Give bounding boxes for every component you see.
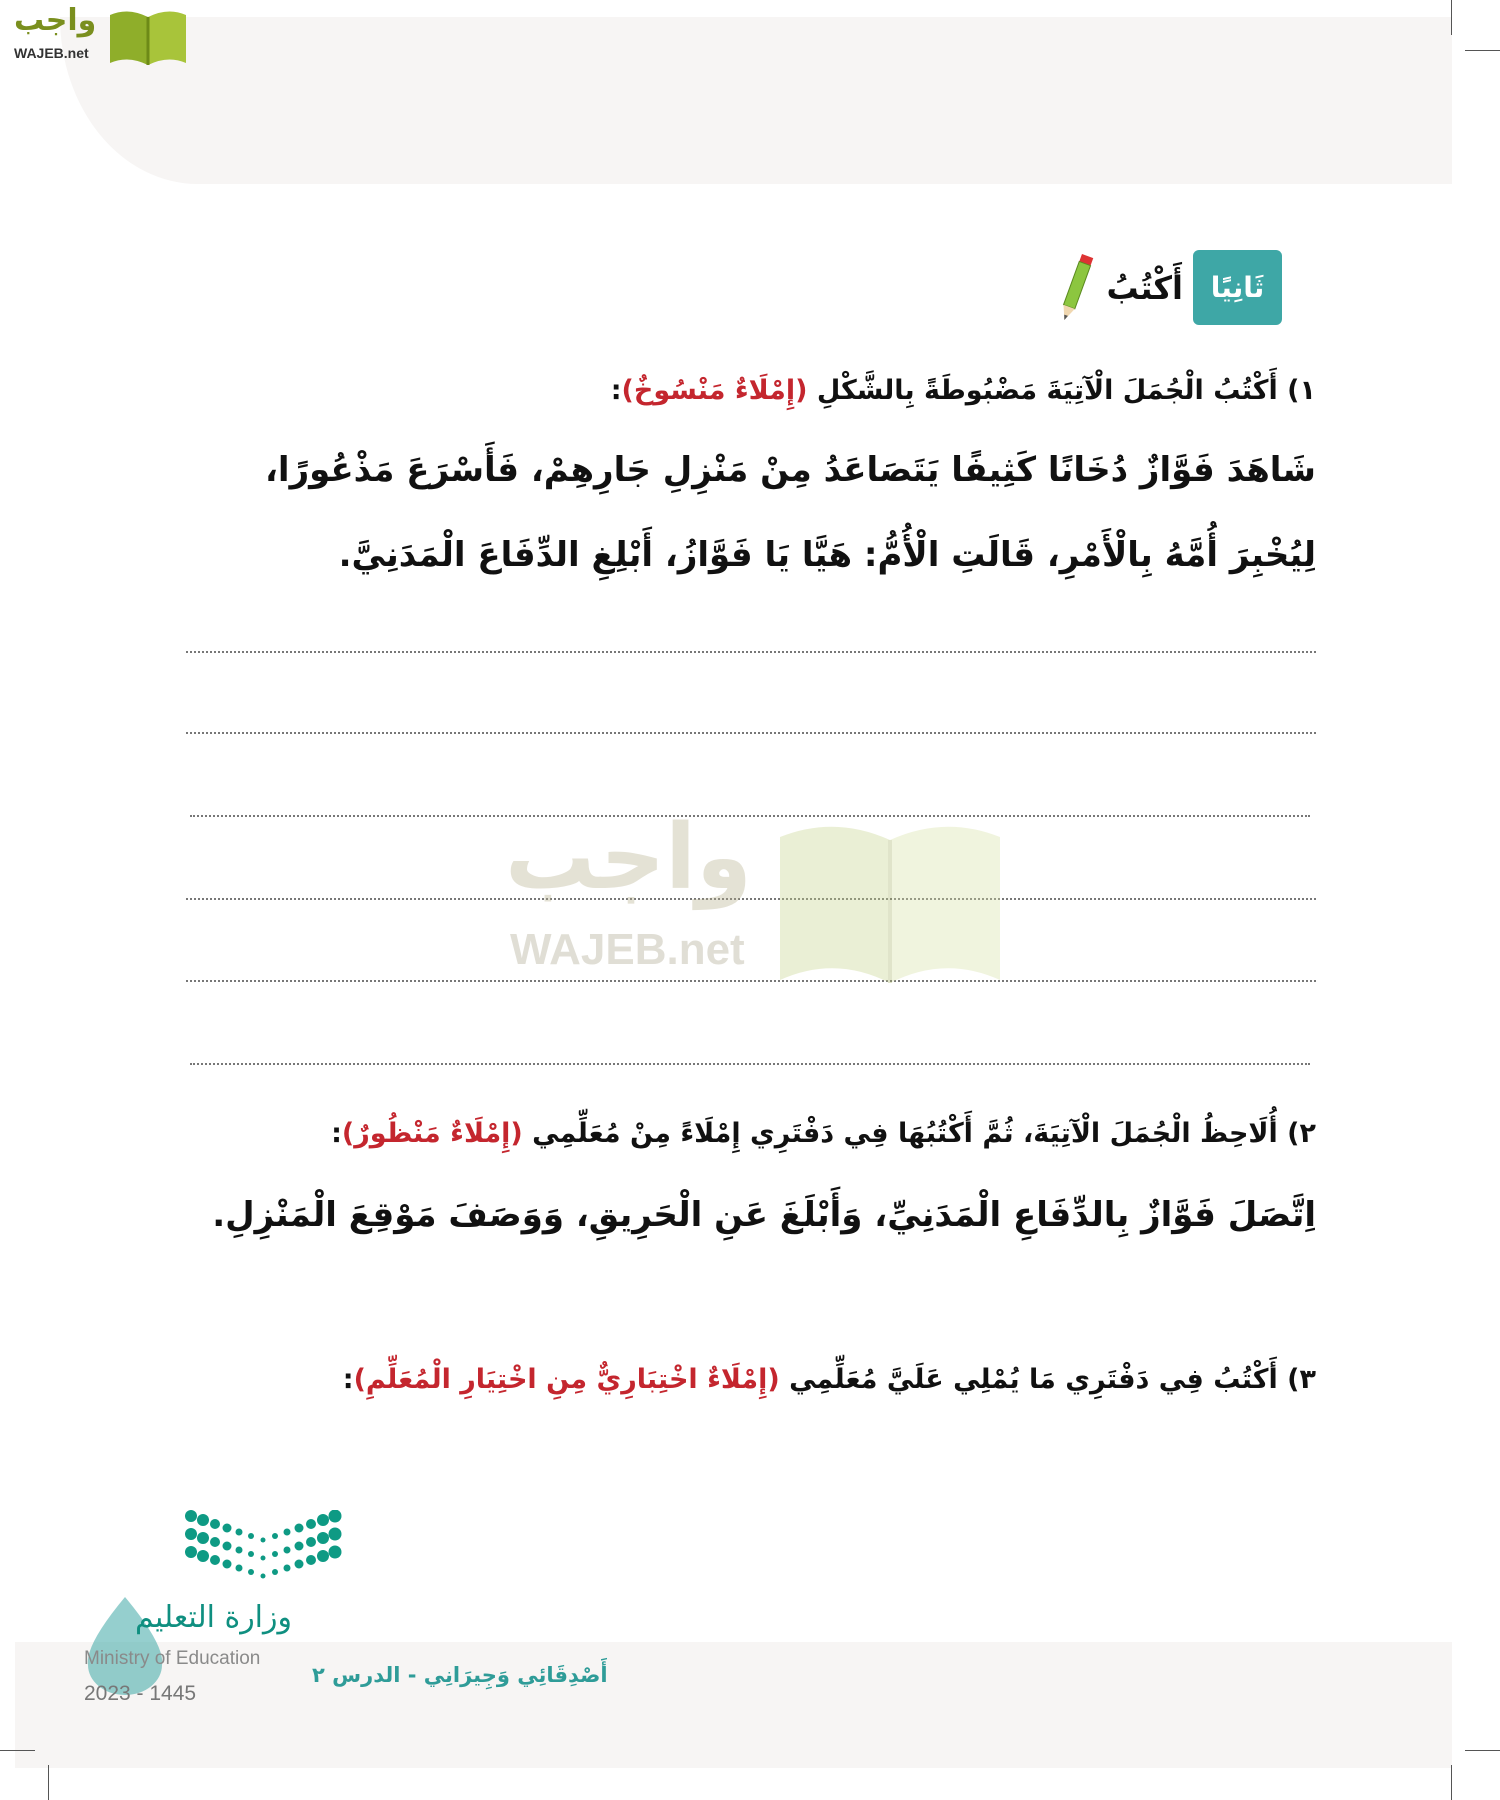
emblem-dot — [306, 1537, 316, 1547]
emblem-dot — [185, 1546, 197, 1558]
emblem-dot — [236, 1529, 243, 1536]
dictation-type: (إِمْلَاءٌ مَنْظُورٌ) — [341, 1118, 523, 1149]
logo-text-ar: واجب — [14, 3, 97, 38]
exercise-3-instruction — [343, 1364, 1316, 1395]
exercise-1-line-1: شَاهَدَ فَوَّازٌ دُخَانًا كَثِيفًا يَتَصَاعَدُ مِنْ مَنْزِلِ جَارِهِمْ، فَأَسْرَعَ مَذْعُورًا، — [265, 450, 1316, 490]
book-icon — [106, 7, 190, 67]
watermark-book-icon — [775, 815, 1005, 985]
emblem-dot — [284, 1529, 291, 1536]
exercise-2-line-1: اِتَّصَلَ فَوَّازٌ بِالدِّفَاعِ الْمَدَنِيِّ، وَأَبْلَغَ عَنِ الْحَرِيقِ، وَوَصَفَ مَوْقِعَ الْمَنْزِلِ. — [212, 1195, 1316, 1235]
emblem-dot — [317, 1532, 329, 1544]
emblem-dot — [197, 1514, 209, 1526]
crop-mark — [1465, 1750, 1500, 1751]
instruction-text: أَكْتُبُ فِي دَفْتَرِي مَا يُمْلِي عَلَيَّ مُعَلِّمِي — [789, 1364, 1278, 1395]
emblem-dot — [223, 1560, 232, 1569]
ministry-name-en: Ministry of Education — [84, 1648, 261, 1669]
emblem-dot — [236, 1565, 243, 1572]
crop-mark — [0, 1750, 35, 1751]
section-badge: ثَانِيًا — [1193, 250, 1282, 325]
emblem-dot — [248, 1551, 254, 1557]
colon: : — [610, 375, 622, 406]
emblem-dot — [185, 1528, 197, 1540]
pencil-icon — [1056, 252, 1096, 324]
section-header — [1056, 250, 1282, 325]
emblem-dot — [223, 1542, 232, 1551]
emblem-dot — [329, 1546, 342, 1559]
emblem-dot — [197, 1550, 209, 1562]
emblem-dot — [210, 1519, 220, 1529]
emblem-dot — [210, 1555, 220, 1565]
emblem-dot — [295, 1542, 304, 1551]
emblem-dot — [317, 1550, 329, 1562]
emblem-dot — [197, 1532, 209, 1544]
lesson-title: أَصْدِقَائِي وَجِيرَانِي - الدرس ٢ — [312, 1663, 608, 1687]
emblem-dot — [236, 1547, 243, 1554]
wajeb-logo[interactable] — [10, 5, 190, 67]
crop-mark — [1451, 1765, 1452, 1800]
exercise-1-instruction — [611, 375, 1316, 406]
emblem-dot — [261, 1574, 266, 1579]
emblem-dot — [284, 1547, 291, 1554]
emblem-dot — [223, 1524, 232, 1533]
logo-text-en: WAJEB.net — [14, 45, 89, 61]
section-title: أَكْتُبُ — [1106, 268, 1183, 307]
watermark-text-ar: واجب — [505, 805, 752, 910]
emblem-dot — [248, 1569, 254, 1575]
emblem-dot — [272, 1569, 278, 1575]
crop-mark — [1451, 0, 1452, 35]
writing-line[interactable] — [186, 732, 1316, 734]
instruction-text: أَكْتُبُ الْجُمَلَ الْآتِيَةَ مَضْبُوطَةً بِالشَّكْلِ — [816, 375, 1278, 406]
emblem-dot — [261, 1556, 266, 1561]
emblem-dot — [329, 1510, 342, 1523]
emblem-dot — [248, 1533, 254, 1539]
dictation-type: (إِمْلَاءٌ مَنْسُوخٌ) — [621, 375, 808, 406]
watermark — [505, 805, 1005, 985]
writing-line[interactable] — [186, 651, 1316, 653]
emblem-dot — [272, 1551, 278, 1557]
exercise-number: ٢) — [1287, 1118, 1316, 1149]
edition-year: 2023 - 1445 — [84, 1682, 197, 1705]
crop-mark — [1465, 50, 1500, 51]
emblem-dot — [306, 1555, 316, 1565]
exercise-number: ١) — [1287, 375, 1316, 406]
emblem-dot — [185, 1510, 197, 1522]
crop-mark — [48, 1765, 49, 1800]
emblem-dot — [261, 1538, 266, 1543]
colon: : — [331, 1118, 342, 1149]
emblem-dot — [329, 1528, 342, 1541]
emblem-dot — [295, 1560, 304, 1569]
emblem-dot — [284, 1565, 291, 1572]
instruction-text: أُلَاحِظُ الْجُمَلَ الْآتِيَةَ، ثُمَّ أَكْتُبُهَا فِي دَفْتَرِي إِمْلَاءً مِنْ مُعَلِّمِي — [532, 1118, 1278, 1149]
ministry-dots-emblem — [185, 1510, 405, 1590]
emblem-dot — [210, 1537, 220, 1547]
exercise-2-instruction — [331, 1118, 1316, 1149]
top-band — [60, 17, 1452, 184]
exercise-number: ٣) — [1287, 1364, 1316, 1395]
exercise-1-line-2: لِيُخْبِرَ أُمَّهُ بِالْأَمْرِ، قَالَتِ الْأُمُّ: هَيَّا يَا فَوَّازُ، أَبْلِغِ الدِّفَاعَ الْمَدَنِيَّ. — [338, 535, 1316, 575]
watermark-text-en: WAJEB.net — [510, 925, 745, 974]
dictation-type: (إِمْلَاءٌ اخْتِبَارِيٌّ مِنِ اخْتِيَارِ الْمُعَلِّمِ) — [353, 1364, 780, 1395]
emblem-dot — [272, 1533, 278, 1539]
emblem-dot — [295, 1524, 304, 1533]
emblem-dot — [306, 1519, 316, 1529]
ministry-name-ar: وزارة التعليم — [134, 1600, 292, 1635]
writing-line[interactable] — [190, 1063, 1310, 1065]
emblem-dot — [317, 1514, 329, 1526]
colon: : — [342, 1364, 354, 1395]
